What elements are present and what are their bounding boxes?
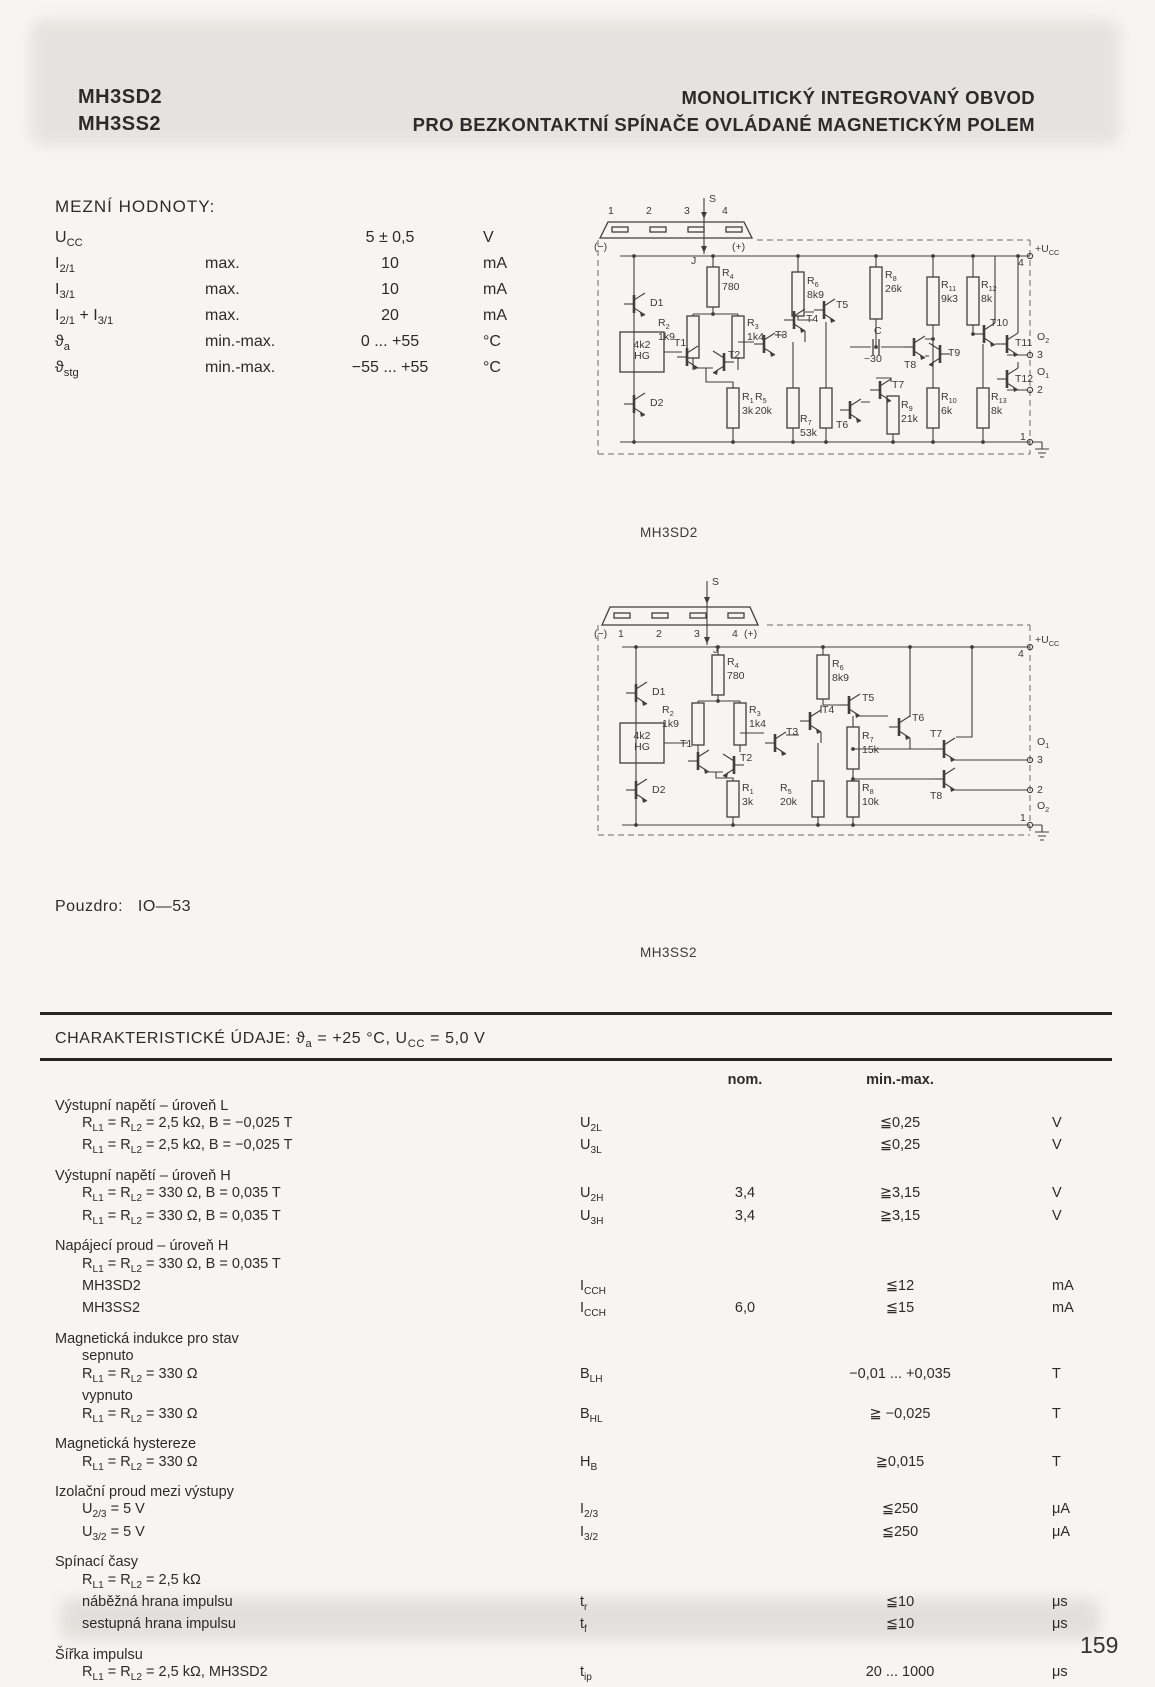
char-minmax: ≧0,015 (875, 1453, 925, 1470)
label-t8: T8 (904, 359, 917, 371)
char-group-title: Magnetická hystereze (55, 1436, 197, 1453)
label-pin2: 2 (646, 205, 652, 217)
char-condition: $R_{L1} = R_{L2} = 2,5$ kΩ (82, 1571, 201, 1591)
char-condition: $U_{2/3} = 5$ V (82, 1501, 145, 1521)
label-s-input: S (709, 193, 717, 205)
label-pin3-right: 3 (1037, 349, 1043, 361)
limit-condition: max. (205, 281, 240, 298)
limits-row (55, 255, 575, 281)
char-unit: T (1052, 1453, 1061, 1470)
char-symbol: $I_{3/2}$ (580, 1523, 599, 1543)
label-t5: T5 (862, 692, 875, 704)
char-group-title: Magnetická indukce pro stav (55, 1330, 239, 1347)
page-number: 159 (1080, 1632, 1119, 1658)
char-row (40, 1501, 1112, 1523)
limit-condition: min.-max. (205, 333, 276, 350)
char-group (40, 1554, 1112, 1639)
label-r4: $R_4$ 780 (722, 267, 740, 294)
limits-row (55, 359, 575, 385)
label-t2: T2 (740, 752, 753, 764)
limit-unit: °C (483, 359, 501, 376)
char-symbol: $U_{3L}$ (580, 1137, 602, 1157)
char-condition: MH3SS2 (82, 1300, 141, 1317)
char-group (40, 1331, 1112, 1428)
label-t11: T11 (1015, 337, 1033, 349)
label-t12: T12 (1015, 373, 1034, 385)
label-r3: $R_3$ 1k4 (749, 704, 766, 731)
char-symbol: $t_f$ (580, 1616, 587, 1636)
char-symbol: $U_{2H}$ (580, 1185, 604, 1205)
char-unit: μs (1052, 1664, 1068, 1681)
label-c-value: ~30 (864, 353, 882, 365)
char-row (40, 1524, 1112, 1546)
label-pin2: 2 (656, 628, 662, 640)
label-r7: $R_7$ 15k (862, 730, 879, 757)
char-condition: náběžná hrana impulsu (82, 1594, 233, 1611)
package-note-value: IO—53 (137, 898, 192, 915)
label-t4: T4 (822, 704, 835, 716)
label-pin4: 4 (732, 628, 738, 640)
limit-symbol: $U_{CC}$ (55, 229, 83, 250)
label-t4: T4 (806, 313, 819, 325)
label-t8: T8 (930, 790, 943, 802)
label-c: C (874, 325, 882, 337)
label-r3: $R_3$ 1k4 (747, 317, 764, 344)
label-t6: T6 (912, 712, 925, 724)
char-group (40, 1238, 1112, 1323)
col-header-minmax: min.-max. (866, 1072, 934, 1088)
char-unit: V (1052, 1115, 1062, 1131)
char-symbol: $I_{CCH}$ (580, 1277, 606, 1297)
char-row (40, 1208, 1112, 1230)
package-note (55, 898, 191, 916)
limit-unit: V (483, 229, 494, 246)
part-number-1: MH3SD2 (78, 86, 163, 108)
rule-top (40, 1012, 1112, 1015)
limit-condition: max. (205, 255, 240, 272)
label-r13: $R_{13}$ 8k (991, 391, 1007, 418)
label-plus: (+) (732, 241, 746, 253)
char-symbol: $H_B$ (580, 1453, 598, 1473)
char-minmax: ≦10 (885, 1594, 915, 1611)
label-t1: T1 (674, 337, 687, 349)
label-o1: $O_1$ (1037, 366, 1050, 381)
char-row (40, 1185, 1112, 1207)
char-row (40, 1594, 1112, 1616)
label-pin4-right: 4 (1018, 257, 1024, 269)
char-condition: MH3SD2 (82, 1277, 141, 1294)
label-r8: $R_8$ 10k (862, 782, 879, 809)
page-title (335, 84, 1035, 138)
char-unit: μs (1052, 1616, 1068, 1633)
char-condition: $R_{L1} = R_{L2} = 2,5$ kΩ, B = −0,025 T (82, 1115, 293, 1134)
char-row (40, 1572, 1112, 1594)
label-r9: $R_9$ 21k (901, 399, 918, 426)
char-minmax: ≧3,15 (879, 1207, 921, 1224)
char-group-title: Izolační proud mezi výstupy (55, 1483, 234, 1500)
limits-row (55, 333, 575, 359)
label-ucc: $+U_{CC}$ (1035, 243, 1060, 258)
characteristics-table (40, 1072, 1112, 1687)
label-r7: $R_7$ 53k (800, 413, 817, 440)
char-row (40, 1256, 1112, 1278)
char-condition: $R_{L1} = R_{L2} = 2,5$ kΩ, B = −0,025 T (82, 1137, 293, 1157)
char-group (40, 1168, 1112, 1230)
mh3ss2-caption: MH3SS2 (640, 945, 698, 960)
char-group-title: Spínací časy (55, 1554, 139, 1571)
char-group-title: Výstupní napětí – úroveň L (55, 1097, 229, 1114)
limit-unit: mA (483, 255, 507, 272)
limits-title: MEZNÍ HODNOTY: (55, 197, 216, 216)
limit-value: 5 ± 0,5 (365, 229, 415, 246)
char-unit: μs (1052, 1594, 1068, 1611)
char-minmax: ≦0,25 (879, 1115, 921, 1131)
char-row (40, 1616, 1112, 1638)
char-condition: $R_{L1} = R_{L2} = 330$ Ω (82, 1405, 198, 1425)
char-condition: sestupná hrana impulsu (82, 1616, 236, 1633)
label-d2: D2 (652, 784, 666, 796)
label-pin3-right: 3 (1037, 754, 1043, 766)
label-pin3: 3 (694, 628, 700, 640)
mh3ss2-schematic (592, 575, 1062, 865)
label-r5: $R_5$ 20k (755, 391, 772, 418)
char-row (40, 1406, 1112, 1428)
label-pin2-right: 2 (1037, 784, 1043, 796)
char-nom: 3,4 (734, 1207, 756, 1224)
char-symbol: $B_{LH}$ (580, 1365, 603, 1385)
label-r6: $R_6$ 8k9 (807, 275, 824, 302)
label-t2: T2 (728, 349, 741, 361)
char-minmax: ≧3,15 (879, 1185, 921, 1202)
limit-symbol: $ϑ_{stg}$ (55, 359, 79, 380)
char-minmax: ≦250 (881, 1523, 919, 1540)
label-minus: (−) (594, 241, 608, 253)
characteristics-title: CHARAKTERISTICKÉ ÚDAJE: $ϑ_a = +25$ °C, $U_{CC} = 5,0$ V (55, 1030, 486, 1051)
label-r2: $R_2$ 1k9 (658, 317, 675, 344)
label-pin1-right: 1 (1020, 812, 1026, 824)
rule-below-title (40, 1058, 1112, 1061)
char-minmax: ≦12 (885, 1277, 915, 1294)
label-t10: T10 (990, 317, 1009, 329)
char-unit: mA (1052, 1300, 1074, 1317)
label-d2: D2 (650, 397, 664, 409)
label-r5: $R_5$ 20k (780, 782, 797, 809)
label-pin2-right: 2 (1037, 384, 1043, 396)
label-o1: $O_1$ (1037, 736, 1050, 751)
label-t1: T1 (680, 738, 693, 750)
label-r8: $R_8$ 26k (885, 269, 902, 296)
char-minmax: ≦0,25 (879, 1137, 921, 1154)
char-condition: $R_{L1} = R_{L2} = 330$ Ω (82, 1365, 198, 1385)
label-r10: $R_{10}$ 6k (941, 391, 957, 418)
char-symbol: $I_{2/3}$ (580, 1501, 599, 1521)
limit-value: 0 ... +55 (360, 333, 420, 350)
label-t5: T5 (836, 299, 849, 311)
limit-symbol: $I_{2/1} + I_{3/1}$ (55, 307, 114, 328)
char-row (40, 1454, 1112, 1476)
char-row (40, 1278, 1112, 1300)
page-title-line1: MONOLITICKÝ INTEGROVANÝ OBVOD (681, 87, 1035, 108)
char-condition: vypnuto (82, 1388, 133, 1405)
label-r1: $R_1$ 3k (742, 782, 754, 809)
char-unit: μA (1052, 1523, 1071, 1540)
label-pin3: 3 (684, 205, 690, 217)
char-minmax: −0,01 ... +0,035 (849, 1365, 951, 1382)
char-group-title: Šířka impulsu (55, 1646, 143, 1663)
label-s-input: S (712, 576, 720, 588)
limit-unit: °C (483, 333, 501, 350)
char-condition: $R_{L1} = R_{L2} = 330$ Ω, B = 0,035 T (82, 1185, 281, 1205)
char-unit: mA (1052, 1277, 1074, 1294)
label-j: J (713, 644, 719, 656)
char-group (40, 1484, 1112, 1546)
char-minmax: ≦10 (885, 1616, 915, 1633)
label-pin1-right: 1 (1020, 431, 1026, 443)
char-group-title: Výstupní napětí – úroveň H (55, 1167, 231, 1184)
label-t3: T3 (786, 726, 799, 738)
char-nom: 6,0 (734, 1300, 756, 1317)
label-t7: T7 (930, 728, 943, 740)
char-condition: $R_{L1} = R_{L2} = 330$ Ω, B = 0,035 T (82, 1207, 281, 1227)
char-group (40, 1436, 1112, 1476)
label-ucc: $+U_{CC}$ (1035, 634, 1060, 649)
page-title-line2: PRO BEZKONTAKTNÍ SPÍNAČE OVLÁDANÉ MAGNETICKÝM POLEM (412, 114, 1035, 135)
char-unit: T (1052, 1405, 1061, 1422)
part-number-2: MH3SS2 (78, 113, 162, 135)
mh3sd2-schematic (592, 192, 1062, 492)
limit-value: 10 (381, 255, 399, 272)
char-symbol: $t_r$ (580, 1594, 588, 1613)
label-hg-block: 4k2 HG (633, 730, 651, 753)
label-minus: (−) (594, 628, 608, 640)
label-pin1: 1 (618, 628, 624, 640)
char-row (40, 1388, 1112, 1406)
limit-symbol: $I_{2/1}$ (55, 255, 76, 276)
label-pin4: 4 (722, 205, 728, 217)
char-minmax: 20 ... 1000 (865, 1664, 935, 1681)
limit-value: 10 (381, 281, 399, 298)
char-minmax: ≧ −0,025 (869, 1405, 931, 1422)
char-minmax: ≦250 (881, 1501, 919, 1518)
char-condition: $R_{L1} = R_{L2} = 330$ Ω, B = 0,035 T (82, 1255, 281, 1275)
char-unit: V (1052, 1185, 1062, 1202)
char-group (40, 1098, 1112, 1160)
char-row (40, 1366, 1112, 1388)
char-symbol: $B_{HL}$ (580, 1405, 603, 1425)
char-unit: V (1052, 1137, 1062, 1154)
label-o2: $O_2$ (1037, 800, 1050, 815)
label-r6: $R_6$ 8k9 (832, 658, 849, 685)
label-r11: $R_{11}$ 9k3 (941, 279, 958, 306)
label-r4: $R_4$ 780 (727, 656, 745, 683)
char-row (40, 1664, 1112, 1686)
label-plus: (+) (744, 628, 758, 640)
part-numbers (78, 84, 162, 138)
package-note-label: Pouzdro: (55, 898, 124, 915)
char-row (40, 1348, 1112, 1366)
char-unit: μA (1052, 1501, 1071, 1518)
label-r2: $R_2$ 1k9 (662, 704, 679, 731)
char-unit: T (1052, 1365, 1061, 1382)
char-unit: V (1052, 1207, 1062, 1224)
char-group-title: Napájecí proud – úroveň H (55, 1238, 229, 1255)
limit-condition: max. (205, 307, 240, 324)
label-t3: T3 (775, 329, 788, 341)
char-condition: sepnuto (82, 1348, 134, 1365)
label-pin1: 1 (608, 205, 614, 217)
label-r1: $R_1$ 3k (742, 391, 754, 418)
char-symbol: $I_{CCH}$ (580, 1300, 606, 1320)
limit-unit: mA (483, 281, 507, 298)
char-group (40, 1647, 1112, 1687)
col-header-nom: nom. (727, 1072, 763, 1088)
label-r12: $R_{12}$ 8k (981, 279, 997, 306)
char-condition: $U_{3/2} = 5$ V (82, 1523, 145, 1543)
char-symbol: $U_{2L}$ (580, 1115, 602, 1134)
char-condition: $R_{L1} = R_{L2} = 2,5$ kΩ, MH3SD2 (82, 1664, 268, 1684)
limits-row (55, 307, 575, 333)
char-symbol: $t_{ip}$ (580, 1664, 592, 1684)
char-minmax: ≦15 (885, 1300, 915, 1317)
label-t6: T6 (836, 419, 849, 431)
limits-row (55, 229, 575, 255)
char-condition: $R_{L1} = R_{L2} = 330$ Ω (82, 1453, 198, 1473)
limit-value: 20 (381, 307, 399, 324)
label-d1: D1 (652, 686, 666, 698)
char-row (40, 1137, 1112, 1159)
label-t9: T9 (948, 347, 961, 359)
label-o2: $O_2$ (1037, 331, 1050, 346)
label-t7: T7 (892, 379, 905, 391)
limit-condition: min.-max. (205, 359, 276, 376)
label-j: J (691, 255, 697, 267)
limit-value: −55 ... +55 (351, 359, 429, 376)
limit-unit: mA (483, 307, 507, 324)
limits-section (55, 197, 575, 385)
limit-symbol: $I_{3/1}$ (55, 281, 76, 302)
char-row (40, 1115, 1112, 1137)
label-hg-block: 4k2 HG (633, 339, 651, 362)
limit-symbol: $ϑ_a$ (55, 333, 70, 354)
label-pin4-right: 4 (1018, 648, 1024, 660)
characteristics-header (40, 1072, 1112, 1090)
char-row (40, 1300, 1112, 1322)
label-d1: D1 (650, 297, 664, 309)
mh3sd2-caption: MH3SD2 (640, 525, 698, 540)
char-nom: 3,4 (734, 1185, 756, 1202)
limits-row (55, 281, 575, 307)
char-symbol: $U_{3H}$ (580, 1207, 604, 1227)
